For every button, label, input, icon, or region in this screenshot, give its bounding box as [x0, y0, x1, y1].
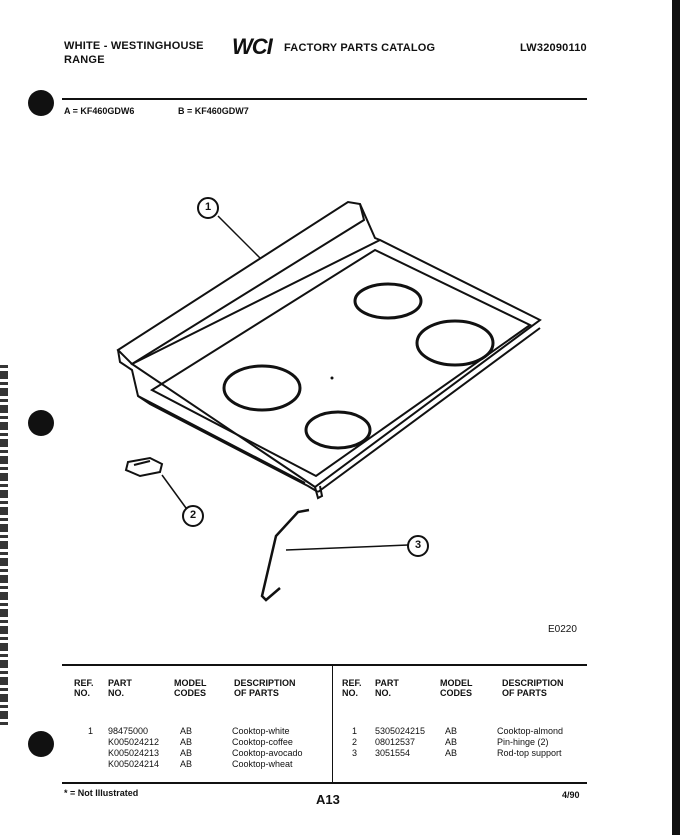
desc-cell: Pin-hinge (2) [497, 737, 549, 747]
part-cell: K005024214 [108, 759, 160, 769]
catalog-title: FACTORY PARTS CATALOG [284, 42, 436, 54]
binder-hole-bottom [28, 731, 54, 757]
doc-number: LW32090110 [520, 42, 587, 54]
binder-hole-middle [28, 410, 54, 436]
callout-2-label: 2 [189, 509, 197, 521]
binder-hole-top [28, 90, 54, 116]
hdr-ref-left: REF. NO. [74, 678, 94, 698]
codes-cell: AB [180, 759, 193, 769]
part-cell: K005024213 [108, 748, 160, 758]
ref-cell: 3 [352, 748, 358, 758]
pin-hinge-part [126, 458, 162, 476]
hdr-ref-right: REF. NO. [342, 678, 362, 698]
desc-cell: Cooktop-white [232, 726, 290, 736]
hdr-part-right: PART NO. [375, 678, 399, 698]
part-cell: K005024212 [108, 737, 160, 747]
codes-cell: AB [180, 737, 193, 747]
desc-cell: Cooktop-wheat [232, 759, 293, 769]
ref-cell: 1 [88, 726, 94, 736]
codes-cell: AB [180, 726, 193, 736]
footnote: * = Not Illustrated [64, 788, 139, 798]
figure-code: E0220 [548, 624, 577, 635]
part-cell: 5305024215 [375, 726, 426, 736]
revision-date: 4/90 [562, 790, 580, 800]
brand-line-2: RANGE [64, 54, 105, 66]
model-b: B = KF460GDW7 [178, 106, 249, 116]
scan-edge-marks [0, 365, 8, 725]
page-number: A13 [316, 792, 340, 807]
leader-lines [162, 216, 408, 550]
part-cell: 98475000 [108, 726, 149, 736]
codes-cell: AB [445, 726, 458, 736]
header-rule [62, 98, 587, 100]
part-cell: 08012537 [375, 737, 416, 747]
hdr-desc-left: DESCRIPTION OF PARTS [234, 678, 296, 698]
hdr-desc-right: DESCRIPTION OF PARTS [502, 678, 564, 698]
desc-cell: Cooktop-almond [497, 726, 564, 736]
ref-cell: 2 [352, 737, 358, 747]
rod-support-part [262, 510, 309, 600]
ref-cell: 1 [352, 726, 358, 736]
desc-cell: Cooktop-avocado [232, 748, 303, 758]
part-cell: 3051554 [375, 748, 411, 758]
burner-openings [224, 284, 493, 448]
desc-cell: Cooktop-coffee [232, 737, 293, 747]
hdr-codes-left: MODEL CODES [174, 678, 207, 698]
table-divider [332, 666, 333, 782]
model-a: A = KF460GDW6 [64, 106, 135, 116]
brand-line-1: WHITE - WESTINGHOUSE [64, 40, 204, 52]
hdr-codes-right: MODEL CODES [440, 678, 473, 698]
table-top-rule [62, 664, 587, 666]
table-bottom-rule [62, 782, 587, 784]
wci-logo: WCI [232, 34, 272, 59]
hdr-part-left: PART NO. [108, 678, 132, 698]
callout-3-label: 3 [414, 539, 422, 551]
cooktop-exploded-diagram [90, 190, 550, 620]
codes-cell: AB [180, 748, 193, 758]
callout-1-label: 1 [204, 201, 212, 213]
codes-cell: AB [445, 737, 458, 747]
codes-cell: AB [445, 748, 458, 758]
desc-cell: Rod-top support [497, 748, 562, 758]
scan-right-border [672, 0, 680, 835]
cooktop-part [118, 202, 540, 498]
